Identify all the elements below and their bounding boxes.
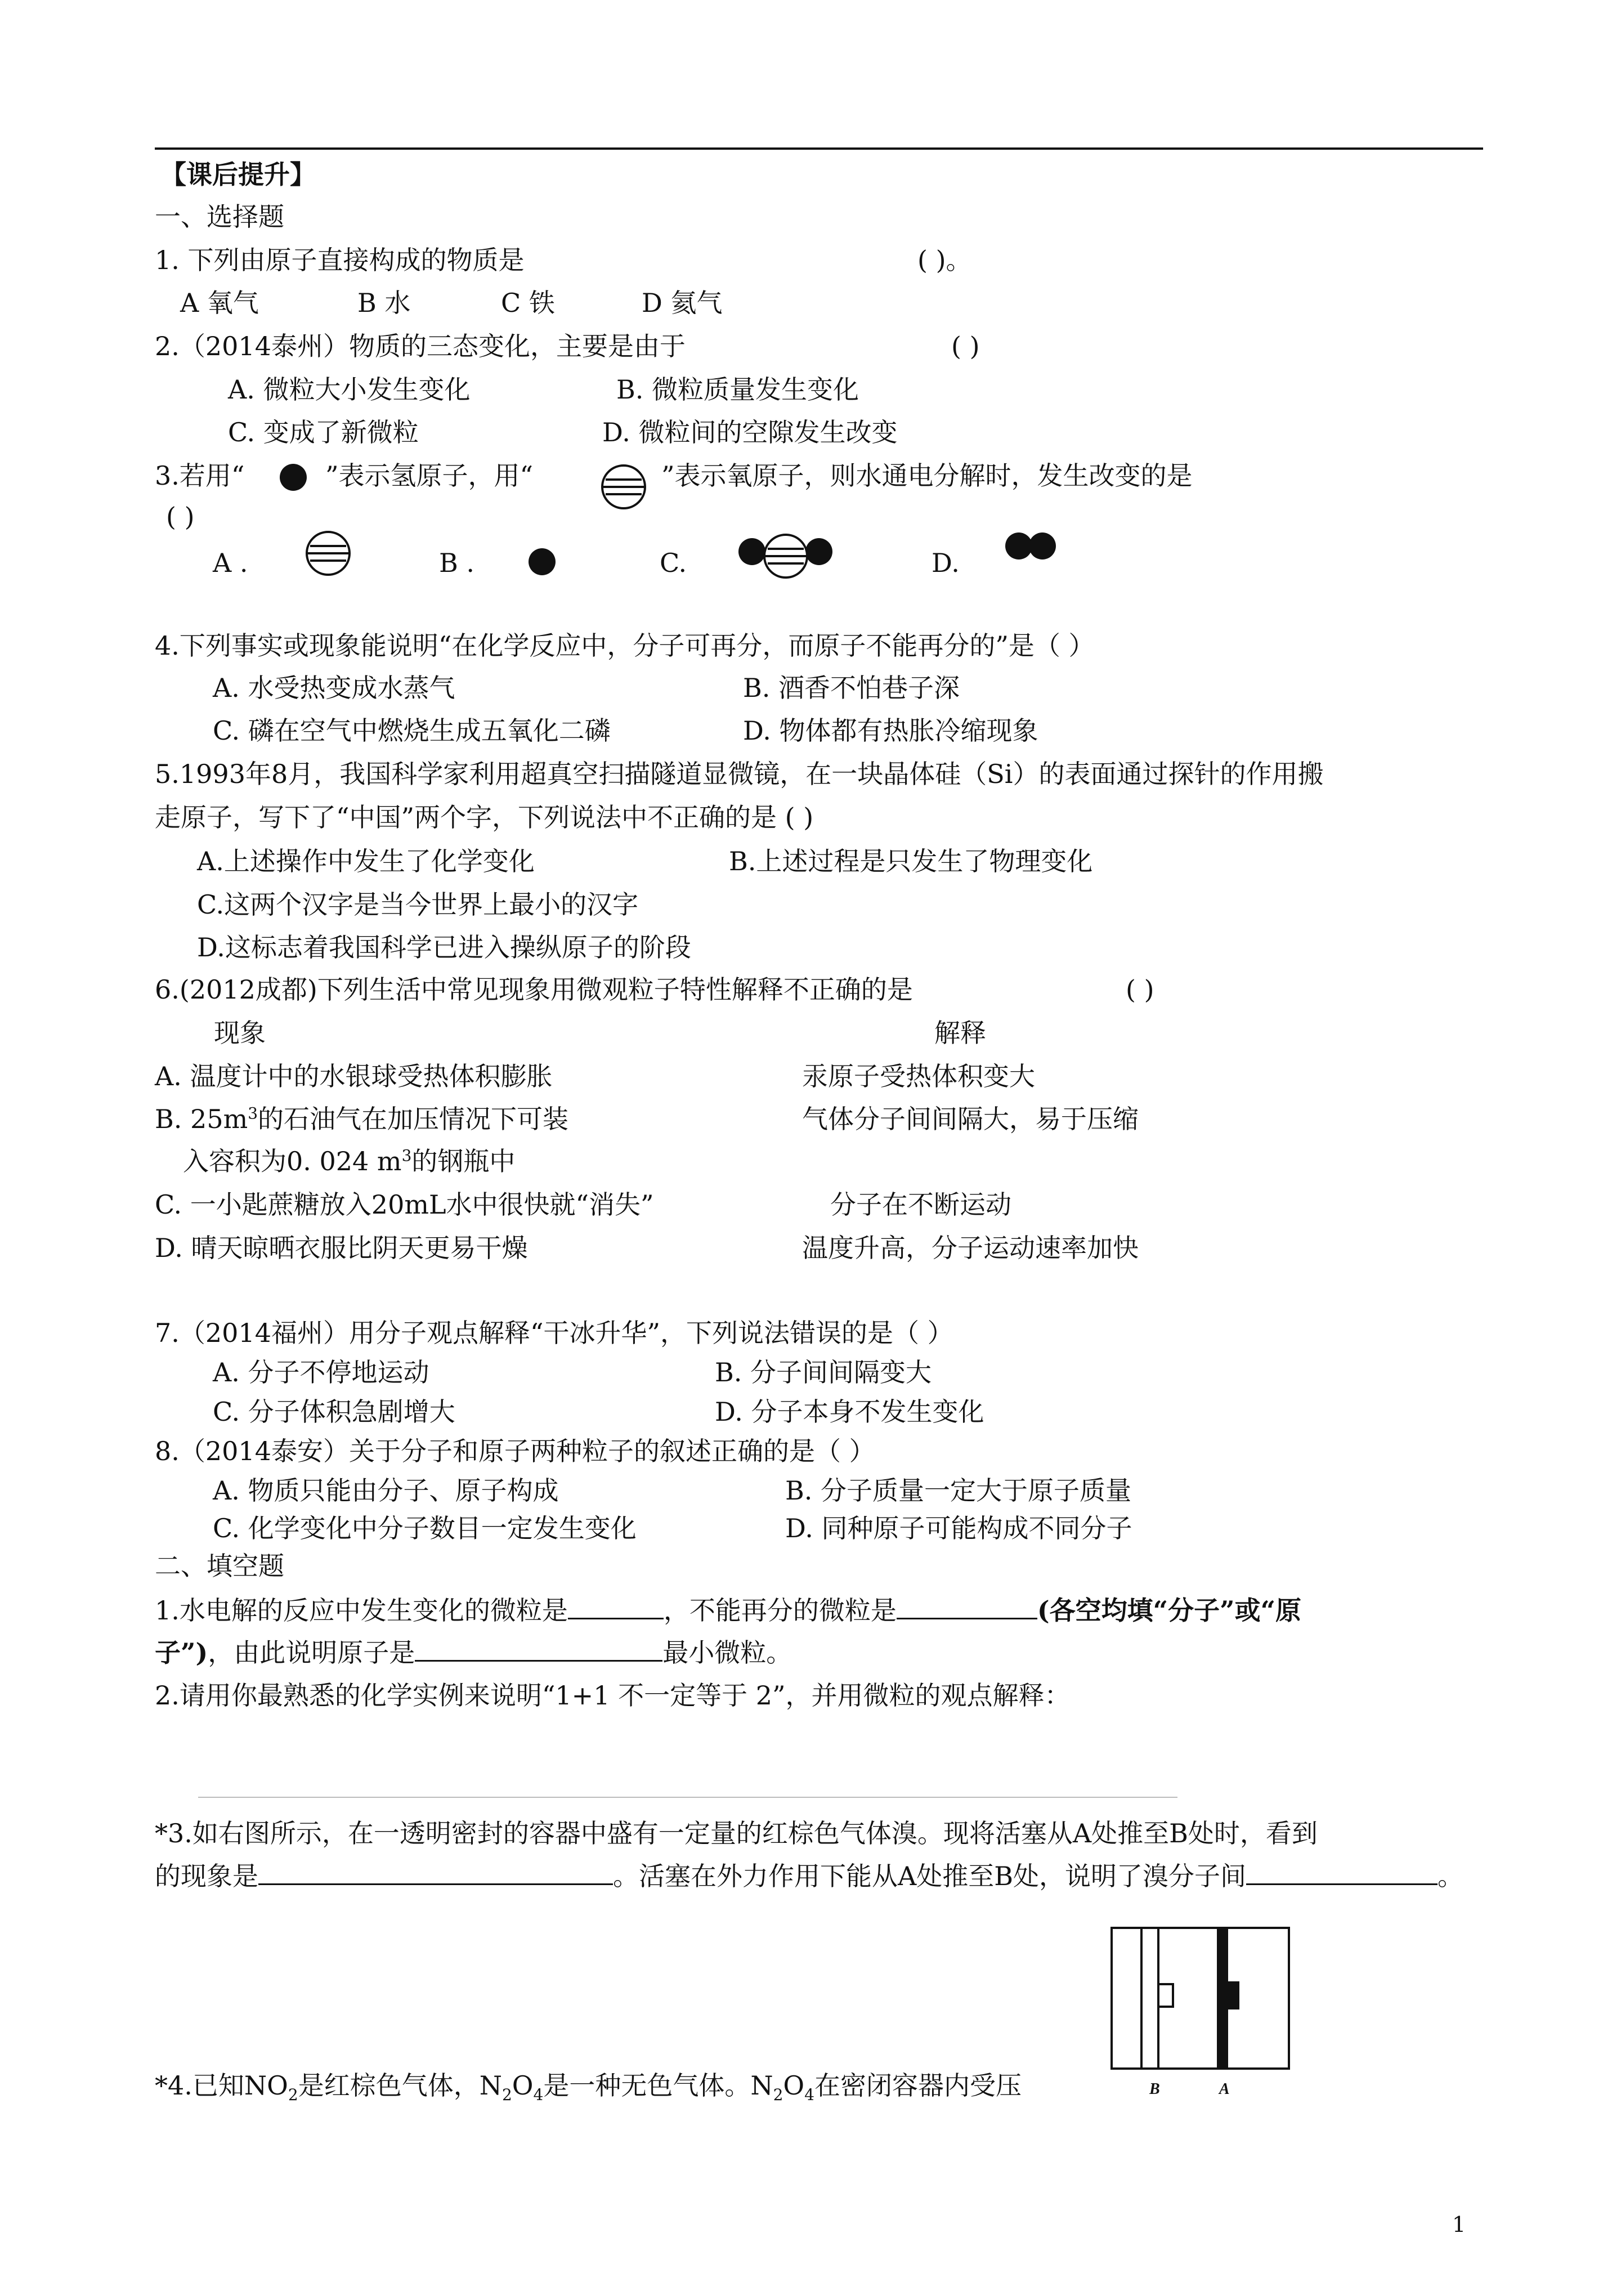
q8-option-b: B. 分子质量一定大于原子质量 <box>785 1475 1132 1506</box>
q5-option-d: D.这标志着我国科学已进入操纵原子的阶段 <box>197 932 691 963</box>
q6-row-b-phenomenon: B. $25m^3$的石油气在加压情况下可装 <box>155 1104 569 1134</box>
label-b: B <box>1149 2080 1160 2098</box>
fill-q1-line2: 子”)，由此说明原子是 最小微粒。 <box>155 1635 792 1670</box>
q8-stem: 8.（2014泰安）关于分子和原子两种粒子的叙述正确的是（ ） <box>155 1436 875 1466</box>
fill-q1-blank-3[interactable] <box>415 1635 662 1662</box>
q1-option-b: B 水 <box>357 288 411 318</box>
q3-stem-part3: ”表示氧原子，则水通电分解时，发生改变的是 <box>661 460 1193 491</box>
q5-stem-line1: 5.1993年8月，我国科学家利用超真空扫描隧道显微镜，在一块晶体硅（Si）的表面通过探针的作用搬 <box>155 759 1324 789</box>
q5-option-c: C.这两个汉字是当今世界上最小的汉字 <box>197 889 639 920</box>
q6-row-c-explanation: 分子在不断运动 <box>830 1189 1011 1220</box>
q3-option-d-hydrogen-molecule-icon <box>1003 530 1059 562</box>
header-rule <box>155 147 1483 150</box>
q6-column-explanation: 解释 <box>934 1018 986 1048</box>
q6-row-d-explanation: 温度升高，分子运动速率加快 <box>802 1233 1139 1263</box>
q3-option-a-label: A . <box>213 548 248 578</box>
q6-column-phenomenon: 现象 <box>214 1018 266 1048</box>
q8-option-d: D. 同种原子可能构成不同分子 <box>785 1513 1132 1543</box>
fill-q4-stem: *4.已知$NO_2$是红棕色气体，$N_2O_4$是一种无色气体。$N_2O_4$在密闭容器内受压 <box>155 2070 1022 2105</box>
fill-q3-blank-2[interactable] <box>1246 1859 1438 1885</box>
q6-stem: 6.(2012成都)下列生活中常见现象用微观粒子特性解释不正确的是 <box>155 974 913 1005</box>
q7-option-d: D. 分子本身不发生变化 <box>715 1397 984 1427</box>
fill-q1-blank-2[interactable] <box>897 1593 1037 1619</box>
q3-option-b-label: B . <box>439 548 475 578</box>
fill-q3-line1: *3.如右图所示，在一透明密封的容器中盛有一定量的红棕色气体溴。现将活塞从A处推至B处时，看到 <box>155 1818 1318 1849</box>
q3-option-c-water-molecule-icon <box>732 529 839 583</box>
section-header: 【课后提升】 <box>160 159 316 190</box>
fill-q1-line1: 1.水电解的反应中发生变化的微粒是 ，不能再分的微粒是 (各空均填“分子”或“原 <box>155 1593 1301 1627</box>
q6-row-b-explanation: 气体分子间间隔大，易于压缩 <box>802 1104 1139 1134</box>
q7-option-b: B. 分子间间隔变大 <box>715 1357 932 1388</box>
q1-option-d: D 氦气 <box>642 288 723 318</box>
q5-option-a: A.上述操作中发生了化学变化 <box>197 846 535 876</box>
q4-option-d: D. 物体都有热胀冷缩现象 <box>743 715 1038 746</box>
q1-answer-paren: ( )。 <box>917 245 972 275</box>
q7-stem: 7.（2014福州）用分子观点解释“干冰升华”，下列说法错误的是（ ） <box>155 1318 953 1348</box>
oxygen-atom-icon <box>597 463 651 511</box>
q6-row-d-phenomenon: D. 晴天晾晒衣服比阴天更易干燥 <box>155 1233 528 1263</box>
q3-option-a-oxygen-icon <box>301 529 355 578</box>
q2-option-d: D. 微粒间的空隙发生改变 <box>602 417 898 447</box>
q3-option-b-hydrogen-icon <box>526 546 558 578</box>
q4-option-a: A. 水受热变成水蒸气 <box>213 673 455 703</box>
q2-answer-paren: ( ) <box>951 331 980 361</box>
fill-q2-stem: 2.请用你最熟悉的化学实例来说明“1+1 不一定等于 2”，并用微粒的观点解释： <box>155 1680 1071 1711</box>
section-title-fill: 二、填空题 <box>155 1551 284 1581</box>
q3-answer-paren: ( ) <box>166 502 195 532</box>
q6-row-a-explanation: 汞原子受热体积变大 <box>802 1061 1035 1091</box>
answer-line <box>198 1797 1177 1798</box>
hydrogen-atom-icon <box>277 462 309 493</box>
label-a: A <box>1219 2080 1230 2098</box>
q4-option-c: C. 磷在空气中燃烧生成五氧化二磷 <box>213 715 611 746</box>
q6-answer-paren: ( ) <box>1126 974 1154 1005</box>
page-number: 1 <box>1452 2212 1466 2237</box>
q3-option-d-label: D. <box>932 548 960 578</box>
q8-option-a: A. 物质只能由分子、原子构成 <box>213 1475 559 1506</box>
q8-option-c: C. 化学变化中分子数目一定发生变化 <box>213 1513 637 1543</box>
q2-option-b: B. 微粒质量发生变化 <box>616 374 859 405</box>
piston-container-figure <box>1109 1925 1295 2105</box>
q7-option-c: C. 分子体积急剧增大 <box>213 1397 455 1427</box>
section-title-choice: 一、选择题 <box>155 202 284 232</box>
q6-row-a-phenomenon: A. 温度计中的水银球受热体积膨胀 <box>155 1061 553 1091</box>
fill-q3-blank-1[interactable] <box>258 1859 613 1885</box>
q6-row-b-phenomenon-cont: 入容积为0. 024 $m^3$的钢瓶中 <box>183 1146 516 1176</box>
q1-option-c: C 铁 <box>501 288 555 318</box>
q3-stem-part2: ”表示氢原子，用“ <box>325 460 534 491</box>
q6-row-c-phenomenon: C. 一小匙蔗糖放入20mL水中很快就“消失” <box>155 1189 654 1220</box>
q5-option-b: B.上述过程是只发生了物理变化 <box>729 846 1093 876</box>
q7-option-a: A. 分子不停地运动 <box>213 1357 429 1388</box>
q1-stem: 1. 下列由原子直接构成的物质是 <box>155 245 525 275</box>
q5-stem-line2: 走原子，写下了“中国”两个字，下列说法中不正确的是 ( ) <box>155 802 814 833</box>
q4-stem: 4.下列事实或现象能说明“在化学反应中，分子可再分，而原子不能再分的”是（ ） <box>155 630 1095 661</box>
q2-option-c: C. 变成了新微粒 <box>228 417 419 447</box>
q1-option-a: A 氧气 <box>180 288 259 318</box>
q2-stem: 2.（2014泰州）物质的三态变化，主要是由于 <box>155 331 686 361</box>
q2-option-a: A. 微粒大小发生变化 <box>228 374 471 405</box>
q4-option-b: B. 酒香不怕巷子深 <box>743 673 960 703</box>
fill-q1-blank-1[interactable] <box>568 1593 664 1619</box>
q3-option-c-label: C. <box>660 548 687 578</box>
q3-stem-part1: 3.若用“ <box>155 460 245 491</box>
fill-q3-line2: 的现象是 。活塞在外力作用下能从A处推至B处，说明了溴分子间 。 <box>155 1859 1463 1893</box>
